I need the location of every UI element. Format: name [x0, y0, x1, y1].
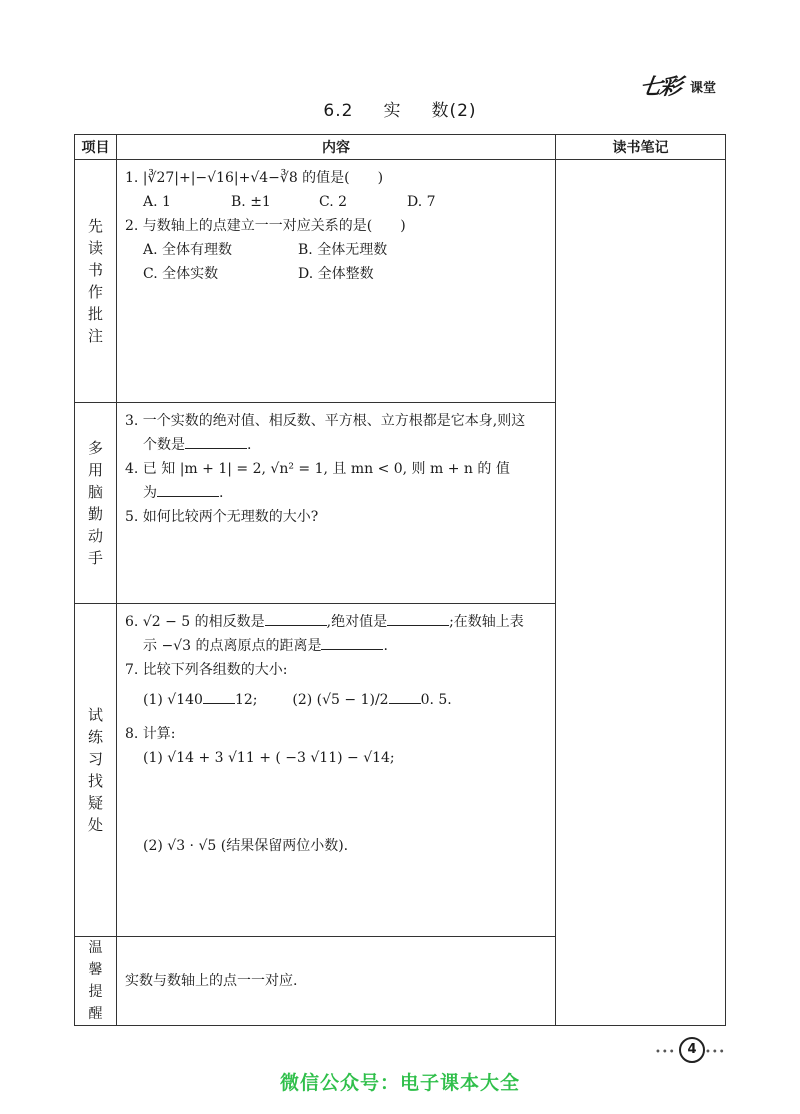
section-label-read: 先读书 作批注	[75, 160, 117, 403]
answer-blank[interactable]	[387, 611, 449, 626]
answer-blank[interactable]	[265, 611, 327, 626]
question-8: 8. 计算:	[125, 726, 176, 742]
option: B. 全体无理数	[298, 242, 388, 258]
question-3: 3. 一个实数的绝对值、相反数、平方根、立方根都是它本身,则这	[125, 413, 526, 429]
brand-logo-mark: 七彩	[637, 74, 682, 100]
table-header-row	[75, 135, 726, 160]
page-title	[0, 96, 800, 121]
question-1: 1. |∛27|+|−√16|+√4−∛8 的值是( )	[125, 170, 384, 186]
section-content-practice	[117, 604, 556, 937]
tip-text: 实数与数轴上的点一一对应.	[117, 937, 556, 1026]
header-notes: 读书笔记	[556, 135, 726, 160]
q2-options-row1	[125, 238, 547, 262]
question-8-1: (1) √14 + 3 √11 + ( −3 √11) − √14;	[143, 750, 395, 766]
page-number-badge: 4	[679, 1037, 705, 1063]
option: B. ±1	[231, 194, 271, 210]
notes-column[interactable]	[556, 160, 726, 1026]
question-5: 5. 如何比较两个无理数的大小?	[125, 509, 319, 525]
section-label-practice: 试练习 找疑处	[75, 604, 117, 937]
study-table	[74, 134, 726, 1026]
answer-blank[interactable]	[203, 689, 235, 704]
page-number	[655, 1037, 725, 1063]
dots-right: •••	[705, 1047, 726, 1058]
footer-watermark: 微信公众号：电子课本大全	[279, 1072, 520, 1094]
brand-suffix: 课堂	[690, 81, 717, 96]
title-part1: 实	[383, 101, 402, 121]
header-content: 内容	[117, 135, 556, 160]
question-8-2: (2) √3 · √5 (结果保留两位小数).	[143, 838, 349, 854]
question-4-cont: 为 .	[125, 481, 547, 505]
section-label-think: 多用脑 勤动手	[75, 403, 117, 604]
question-4: 4. 已 知 |m + 1| = 2, √n² = 1, 且 mn < 0, 则 m + n 的 值	[125, 461, 510, 477]
q1-options	[125, 190, 547, 214]
answer-blank[interactable]	[321, 635, 383, 650]
header-item: 项目	[75, 135, 117, 160]
answer-blank[interactable]	[157, 482, 219, 497]
option: D. 7	[407, 194, 436, 210]
section-number: 6.2	[323, 101, 354, 121]
question-2: 2. 与数轴上的点建立一一对应关系的是( )	[125, 218, 406, 234]
question-7: 7. 比较下列各组数的大小:	[125, 662, 288, 678]
question-6: 6. √2 − 5 的相反数是 ,绝对值是 ;在数轴上表	[125, 610, 547, 634]
option: A. 1	[143, 194, 171, 210]
q2-options-row2	[125, 262, 547, 286]
dots-left: •••	[655, 1047, 676, 1058]
answer-blank[interactable]	[185, 434, 247, 449]
title-part2: 数(2)	[431, 101, 477, 121]
section-content-think	[117, 403, 556, 604]
question-6-cont: 示 −√3 的点离原点的距离是 .	[125, 634, 547, 658]
section-content-read	[117, 160, 556, 403]
section-read	[75, 160, 726, 403]
question-3-cont: 个数是 .	[125, 433, 547, 457]
answer-blank[interactable]	[389, 689, 421, 704]
option: A. 全体有理数	[143, 242, 233, 258]
question-7-parts: (1) √140 12; (2) (√5 − 1)/2 0. 5.	[125, 688, 547, 712]
option: D. 全体整数	[298, 266, 374, 282]
tip-label: 温馨 提醒	[75, 937, 117, 1026]
option: C. 2	[319, 194, 348, 210]
option: C. 全体实数	[143, 266, 219, 282]
